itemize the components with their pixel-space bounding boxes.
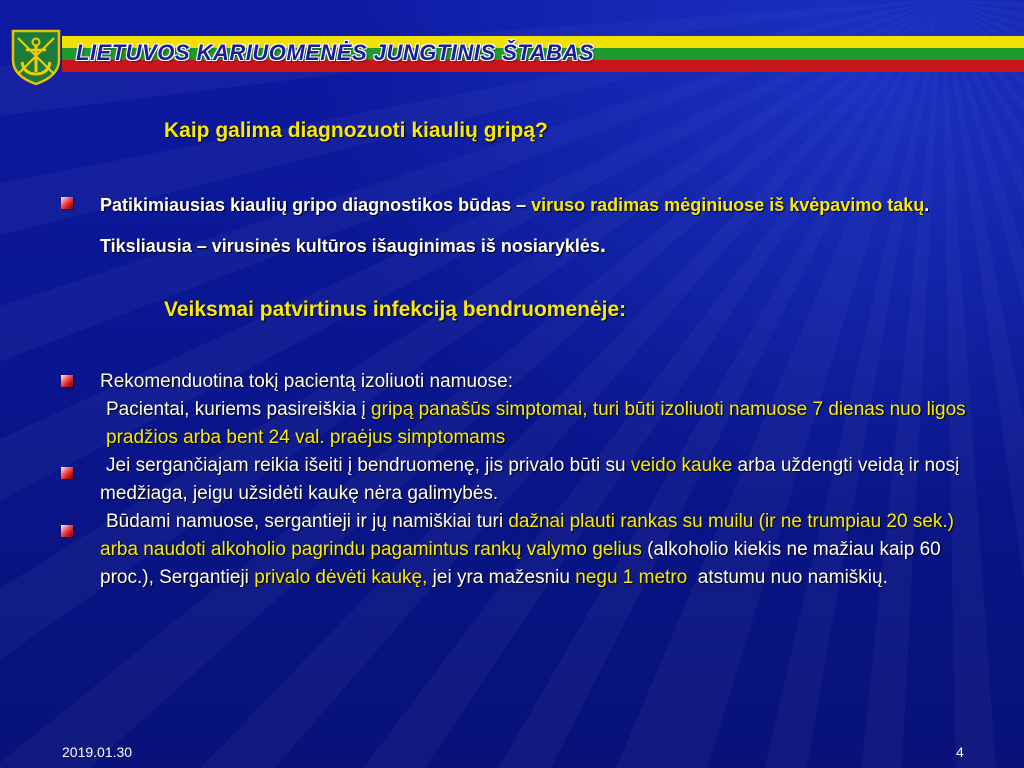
text-run: arba uždengti veidą ir nosį medžiaga, jeigu užsidėti kaukę nėra galimybės. — [100, 455, 960, 504]
footer-date: 2019.01.30 — [62, 744, 133, 760]
text-run: Rekomenduotina tokį pacientą izoliuoti namuose: — [100, 371, 513, 392]
list-item — [100, 508, 980, 592]
section-heading-actions: Veiksmai patvirtinus infekciją bendruomenėje: — [164, 298, 627, 321]
header-title: LIETUVOS KARIUOMENĖS JUNGTINIS ŠTABAS — [76, 40, 595, 65]
list-item — [100, 452, 980, 508]
text-run: atstumu nuo namiškių. — [687, 567, 888, 588]
actions-list — [100, 368, 980, 592]
diagnosis-paragraph — [100, 185, 980, 266]
text-run: Patikimiausias kiaulių gripo diagnostikos būdas – — [100, 195, 532, 215]
highlight-text: veido kauke — [630, 455, 733, 476]
bullet-icon — [61, 525, 73, 537]
anchor-emblem-icon — [10, 28, 62, 86]
highlight-text: gripą panašūs simptomai, turi būti izoliuoti namuose 7 dienas nuo ligos pradžios arba bent 24 val. praėjus simptomams — [106, 399, 966, 448]
list-item — [100, 368, 980, 452]
text-run: . — [599, 232, 607, 257]
bullet-icon — [61, 375, 73, 387]
text-run: Būdami namuose, sergantieji ir jų namiškiai turi — [106, 511, 509, 532]
page-number: 4 — [956, 744, 964, 760]
highlight-text: viruso radimas mėginiuose iš kvėpavimo takų — [531, 195, 925, 215]
text-run: Pacientai, kuriems pasireiškia į — [106, 399, 372, 420]
section-heading-diagnosis: Kaip galima diagnozuoti kiaulių gripą? — [164, 119, 548, 142]
highlight-text: dažnai plauti rankas su muilu (ir ne trumpiau 20 sek.) arba naudoti alkoholio pagrindu pagamintus rankų valymo gelius — [100, 511, 954, 560]
bullet-icon — [61, 197, 73, 209]
list-item-subtext — [100, 396, 980, 452]
bullet-icon — [61, 467, 73, 479]
highlight-text: negu 1 metro — [575, 567, 688, 588]
text-run: (alkoholio kiekis ne mažiau kaip 60 proc.), Sergantieji — [100, 539, 941, 588]
text-run: Jei sergančiajam reikia išeiti į bendruomenę, jis privalo būti su — [106, 455, 631, 476]
highlight-text: privalo dėvėti kaukę, — [254, 567, 428, 588]
text-run: jei yra mažesniu — [427, 567, 576, 588]
text-run: . Tiksliausia – virusinės kultūros išauginimas iš nosiaryklės — [100, 195, 930, 256]
